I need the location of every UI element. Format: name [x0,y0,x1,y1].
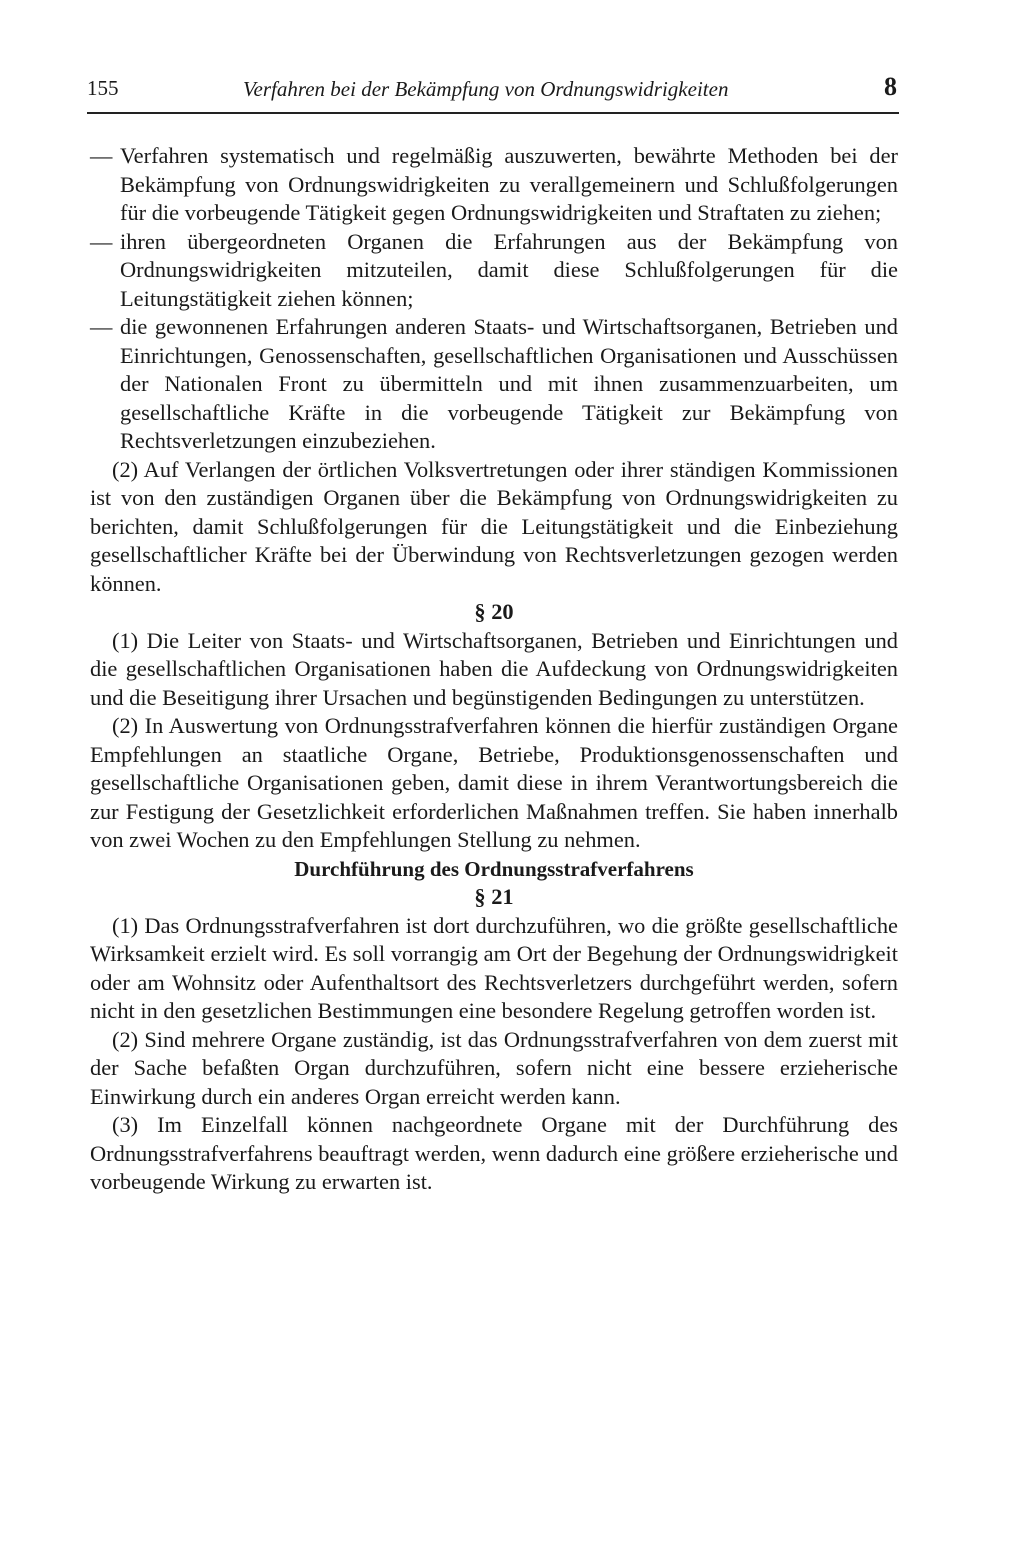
section-21-title: § 21 [474,884,514,909]
s20-paragraph-2: (2) In Auswertung von Ordnungsstrafverfahren können die hierfür zuständigen Organe Empfehlungen an staatliche Organe, Betriebe, Produktionsgenossenschaften und gesellschaftliche Organisationen geben, damit diese in ihrem Verantwortungsbereich die zur Festigung der Gesetzlichkeit erforderlichen Maßnahmen treffen. Sie haben innerhalb von zwei Wochen zu den Empfehlungen Stellung zu nehmen. [90,713,898,852]
section-20-title: § 20 [474,599,514,624]
page-header [87,72,899,110]
s20-paragraph-1: (1) Die Leiter von Staats- und Wirtschaftsorganen, Betrieben und Einrichtungen und die gesellschaftlichen Organisationen haben die Aufdeckung von Ordnungswidrigkeiten und die Beseitigung ihrer Ursachen und begünstigenden Bedingungen zu unterstützen. [90,627,898,710]
list-item-text: ihren übergeordneten Organen die Erfahrungen aus der Bekämpfung von Ordnungswidrigkeiten mitzuteilen, damit diese Schlußfolgerungen für die Leitungstätigkeit ziehen können; [120,228,898,311]
s21-paragraph-1: (1) Das Ordnungsstrafverfahren ist dort durchzuführen, wo die größte gesellschaftliche Wirksamkeit erzielt wird. Es soll vorrangig am Ort der Begehung der Ordnungswidrigkeit oder am Wohnsitz oder Aufenthaltsort des Rechtsverletzers durchgeführt werden, sofern nicht in den gesetzlichen Bestimmungen eine besondere Regelung getroffen worden ist. [90,912,898,1023]
section-heading: Durchführung des Ordnungsstrafverfahrens [294,856,694,881]
list-item-text: die gewonnenen Erfahrungen anderen Staats- und Wirtschaftsorganen, Betrieben und Einrichtungen, Genossenschaften, gesellschaftlichen Organisationen und Ausschüssen der Nationalen Front zu übermitteln und mit ihnen zusammenzuarbeiten, um gesellschaftliche Kräfte in die vorbeugende Tätigkeit zur Bekämpfung von Rechtsverletzungen einzubeziehen. [120,314,898,453]
page-body [90,142,898,1197]
dash-marker: — [90,314,113,339]
chapter-number: 8 [884,72,897,101]
page-number: 155 [87,76,119,100]
list-item [90,313,898,456]
running-title: Verfahren bei der Bekämpfung von Ordnungswidrigkeiten [243,77,729,101]
s21-paragraph-2: (2) Sind mehrere Organe zuständig, ist das Ordnungsstrafverfahren von dem zuerst mit der Sache befaßten Organ durchzuführen, sofern nicht eine bessere erzieherische Einwirkung durch ein anderes Organ erreicht werden kann. [90,1026,898,1109]
s19-paragraph-2: (2) Auf Verlangen der örtlichen Volksvertretungen oder ihrer ständigen Kommissionen ist von den zuständigen Organen über die Bekämpfung von Ordnungswidrigkeiten zu berichten, damit Schlußfolgerungen für die Leitungstätigkeit und die Einbeziehung gesellschaftlicher Kräfte bei der Überwindung von Rechtsverletzungen gezogen werden können. [90,456,898,596]
dash-marker: — [90,228,113,254]
list-item-text: Verfahren systematisch und regelmäßig auszuwerten, bewährte Methoden bei der Bekämpfung von Ordnungswidrigkeiten zu verallgemeinern und Schlußfolgerungen für die vorbeugende Tätigkeit gegen Ordnungswidrigkeiten und Straftaten zu ziehen; [120,143,898,225]
list-item [90,142,898,228]
header-rule [87,112,899,114]
dash-marker: — [90,143,113,168]
s21-paragraph-3: (3) Im Einzelfall können nachgeordnete Organe mit der Durchführung des Ordnungsstrafverfahrens beauftragt werden, wenn dadurch eine größere erzieherische und vorbeugende Wirkung zu erwarten ist. [90,1112,898,1194]
list-item [90,228,898,314]
